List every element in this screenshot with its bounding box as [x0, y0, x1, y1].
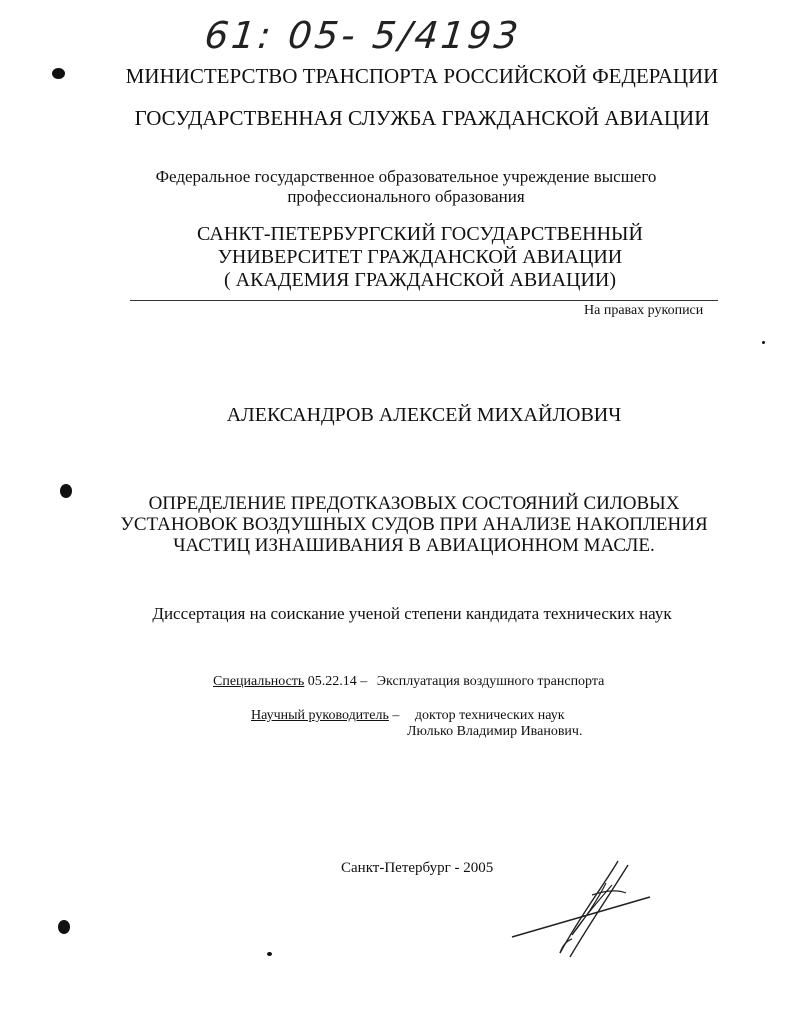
dissertation-note: Диссертация на соискание ученой степени кандидата технических наук [152, 604, 672, 623]
handwritten-archive-number: 61: 05- 5/4193 [202, 14, 523, 57]
advisor-line [251, 708, 565, 724]
specialty-name: Эксплуатация воздушного транспорта [376, 674, 605, 689]
city-year: Санкт-Петербург - 2005 [341, 860, 494, 876]
university-name-line-3: ( АКАДЕМИЯ ГРАЖДАНСКОЙ АВИАЦИИ) [223, 269, 617, 291]
ink-dot-small [267, 952, 272, 956]
ink-spot-bottom [58, 920, 70, 934]
advisor-name: Люлько Владимир Иванович. [407, 724, 583, 739]
university-name-line-2: УНИВЕРСИТЕТ ГРАЖДАНСКОЙ АВИАЦИИ [217, 246, 623, 268]
advisor-dash: – [392, 708, 400, 723]
institution-type [26, 167, 786, 207]
ink-dot-right [762, 341, 765, 344]
specialty-label: Специальность [213, 674, 305, 689]
title-line-1: ОПРЕДЕЛЕНИЕ ПРЕДОТКАЗОВЫХ СОСТОЯНИЙ СИЛОВЫХ [148, 493, 680, 514]
service-name: ГОСУДАРСТВЕННАЯ СЛУЖБА ГРАЖДАНСКОЙ АВИАЦИИ [134, 106, 710, 130]
header-divider [130, 300, 718, 301]
institution-type-line-2: профессионального образования [287, 187, 525, 206]
university-name-line-1: САНКТ-ПЕТЕРБУРГСКИЙ ГОСУДАРСТВЕННЫЙ [197, 223, 643, 245]
university-name [40, 223, 799, 292]
title-line-2: УСТАНОВОК ВОЗДУШНЫХ СУДОВ ПРИ АНАЛИЗЕ НАКОПЛЕНИЯ [120, 514, 708, 535]
ministry-name: МИНИСТЕРСТВО ТРАНСПОРТА РОССИЙСКОЙ ФЕДЕРАЦИИ [125, 64, 719, 88]
specialty-code: 05.22.14 – [307, 674, 368, 689]
rights-note: На правах рукописи [584, 303, 704, 318]
dissertation-title [34, 493, 794, 556]
title-line-3: ЧАСТИЦ ИЗНАШИВАНИЯ В АВИАЦИОННОМ МАСЛЕ. [173, 535, 655, 556]
signature-scribble [500, 855, 660, 965]
institution-type-line-1: Федеральное государственное образовательное учреждение высшего [155, 167, 657, 186]
advisor-label: Научный руководитель [251, 708, 389, 723]
author-name: АЛЕКСАНДРОВ АЛЕКСЕЙ МИХАЙЛОВИЧ [226, 404, 622, 426]
specialty-line [213, 674, 604, 690]
advisor-degree: доктор технических наук [414, 708, 565, 723]
